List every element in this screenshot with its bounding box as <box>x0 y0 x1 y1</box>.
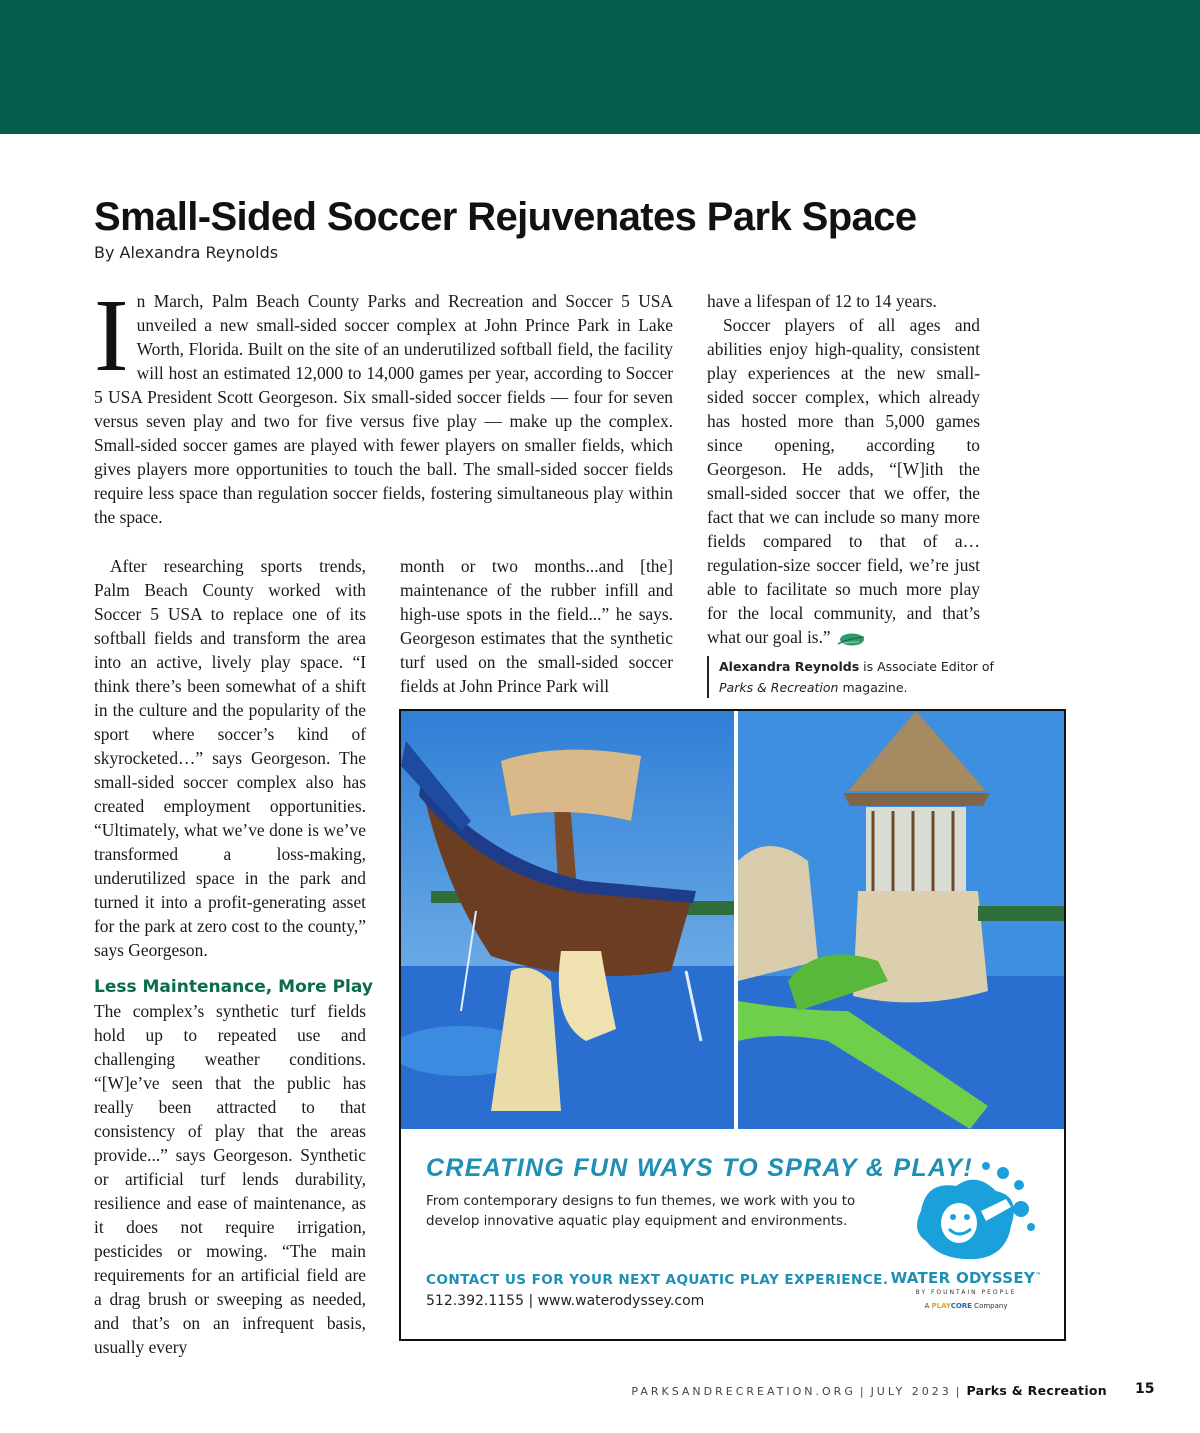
article-byline: By Alexandra Reynolds <box>94 243 279 262</box>
drop-cap: I <box>94 278 129 393</box>
header-band <box>0 0 1200 134</box>
footer-date: JULY 2023 <box>870 1385 952 1398</box>
ad-phone[interactable]: 512.392.1155 <box>426 1293 524 1309</box>
ad-contact-line: 512.392.1155 | www.waterodyssey.com <box>426 1293 705 1309</box>
column-paragraph: After researching sports trends, Palm Beach County worked with Soccer 5 USA to replace one of its softball fields and transform the area into an active, lively play space. “I think there’s been somewhat of a shift in the culture and the popularity of the sport where soccer’s kind of skyrocketed…” says Georgeson. The small-sided soccer complex also has created employment opportunities. “Ultimately, what we’ve done is we’ve transformed a loss-making, underutilized space in the park and turned it into a profit-generating asset for the park at zero cost to the county,” says Georgeson. <box>94 556 366 960</box>
footer-magazine-name: Parks & Recreation <box>966 1383 1107 1398</box>
ad-website-link[interactable]: www.waterodyssey.com <box>537 1293 705 1309</box>
end-mark-leaf-icon <box>835 632 865 647</box>
ad-body-text: From contemporary designs to fun themes, we work with you to develop innovative aquatic play equipment and environments. <box>426 1194 856 1229</box>
article-title: Small-Sided Soccer Rejuvenates Park Space <box>94 195 917 239</box>
pirate-ship-playground-photo <box>401 711 734 1129</box>
right-column-continuation: have a lifespan of 12 to 14 years. <box>707 291 937 311</box>
column-paragraph: month or two months...and [the] maintenance of the rubber infill and high-use spots in the field...” he says. Georgeson estimates that the synthetic turf used on the small-sided soccer fields at John Prince Park will <box>400 556 673 696</box>
water-odyssey-logo[interactable] <box>881 1151 1051 1321</box>
playcore-company-mark: A PLAYCORE Company <box>924 1302 1008 1310</box>
logo-tagline: BY FOUNTAIN PEOPLE <box>915 1289 1017 1296</box>
magazine-name: Parks & Recreation <box>719 680 839 695</box>
ad-headline: CREATING FUN WAYS TO SPRAY & PLAY! <box>426 1154 974 1182</box>
page-number: 15 <box>1135 1381 1155 1397</box>
author-bio: Alexandra Reynolds is Associate Editor of Parks & Recreation magazine. <box>707 656 1009 698</box>
column-paragraph: The complex’s synthetic turf fields hold up to repeated use and challenging weather conditions. “[W]e’ve seen that the public has really been attracted to that consistency of play that the areas provide...” says Georgeson. Synthetic or artificial turf lends durability, resilience and ease of maintenance, as it does not require irrigation, pesticides or mowing. “The main requirements for an artificial field are a drag brush or sweeping as needed, and that’s on an infrequent basis, usually every <box>94 1001 366 1357</box>
middle-column <box>400 554 673 698</box>
right-column <box>707 289 980 649</box>
footer-site-link[interactable]: PARKSANDRECREATION.ORG <box>631 1385 856 1398</box>
advertisement[interactable] <box>399 709 1066 1341</box>
ad-call-to-action[interactable]: CONTACT US FOR YOUR NEXT AQUATIC PLAY EXPERIENCE. <box>426 1272 889 1288</box>
page-footer: PARKSANDRECREATION.ORG | JULY 2023 | Parks & Recreation <box>631 1383 1107 1398</box>
section-subhead: Less Maintenance, More Play <box>94 977 373 997</box>
right-column-paragraph: Soccer players of all ages and abilities enjoy high-quality, consistent play experiences at the new small-sided soccer complex, which already has hosted more than 5,000 games since opening, according to Georgeson. He adds, “[W]ith the small-sided soccer that we offer, the fact that we can include so many more fields compared to that of a…regulation-size soccer field, we’re just able to facilitate so much more play for the local community, and that’s what our goal is.” <box>707 315 980 647</box>
left-column <box>94 554 373 1359</box>
intro-text: n March, Palm Beach County Parks and Recreation and Soccer 5 USA unveiled a new small-sided soccer complex at John Prince Park in Lake Worth, Florida. Built on the site of an underutilized softball field, the facility will host an estimated 12,000 to 14,000 games per year, according to Soccer 5 USA President Scott Georgeson. Six small-sided soccer fields — four for seven versus seven play and two for five versus five play — make up the complex. Small-sided soccer games are played with fewer players on smaller fields, which gives players more opportunities to touch the ball. The small-sided soccer fields require less space than regulation soccer fields, fostering simultaneous play within the space. <box>94 291 673 527</box>
treehouse-slide-playground-photo <box>738 711 1066 1129</box>
water-splash-mascot-icon <box>881 1151 1051 1271</box>
intro-paragraph <box>94 278 673 529</box>
logo-wordmark: WATER ODYSSEY™ <box>890 1269 1042 1287</box>
author-name: Alexandra Reynolds <box>719 659 860 674</box>
